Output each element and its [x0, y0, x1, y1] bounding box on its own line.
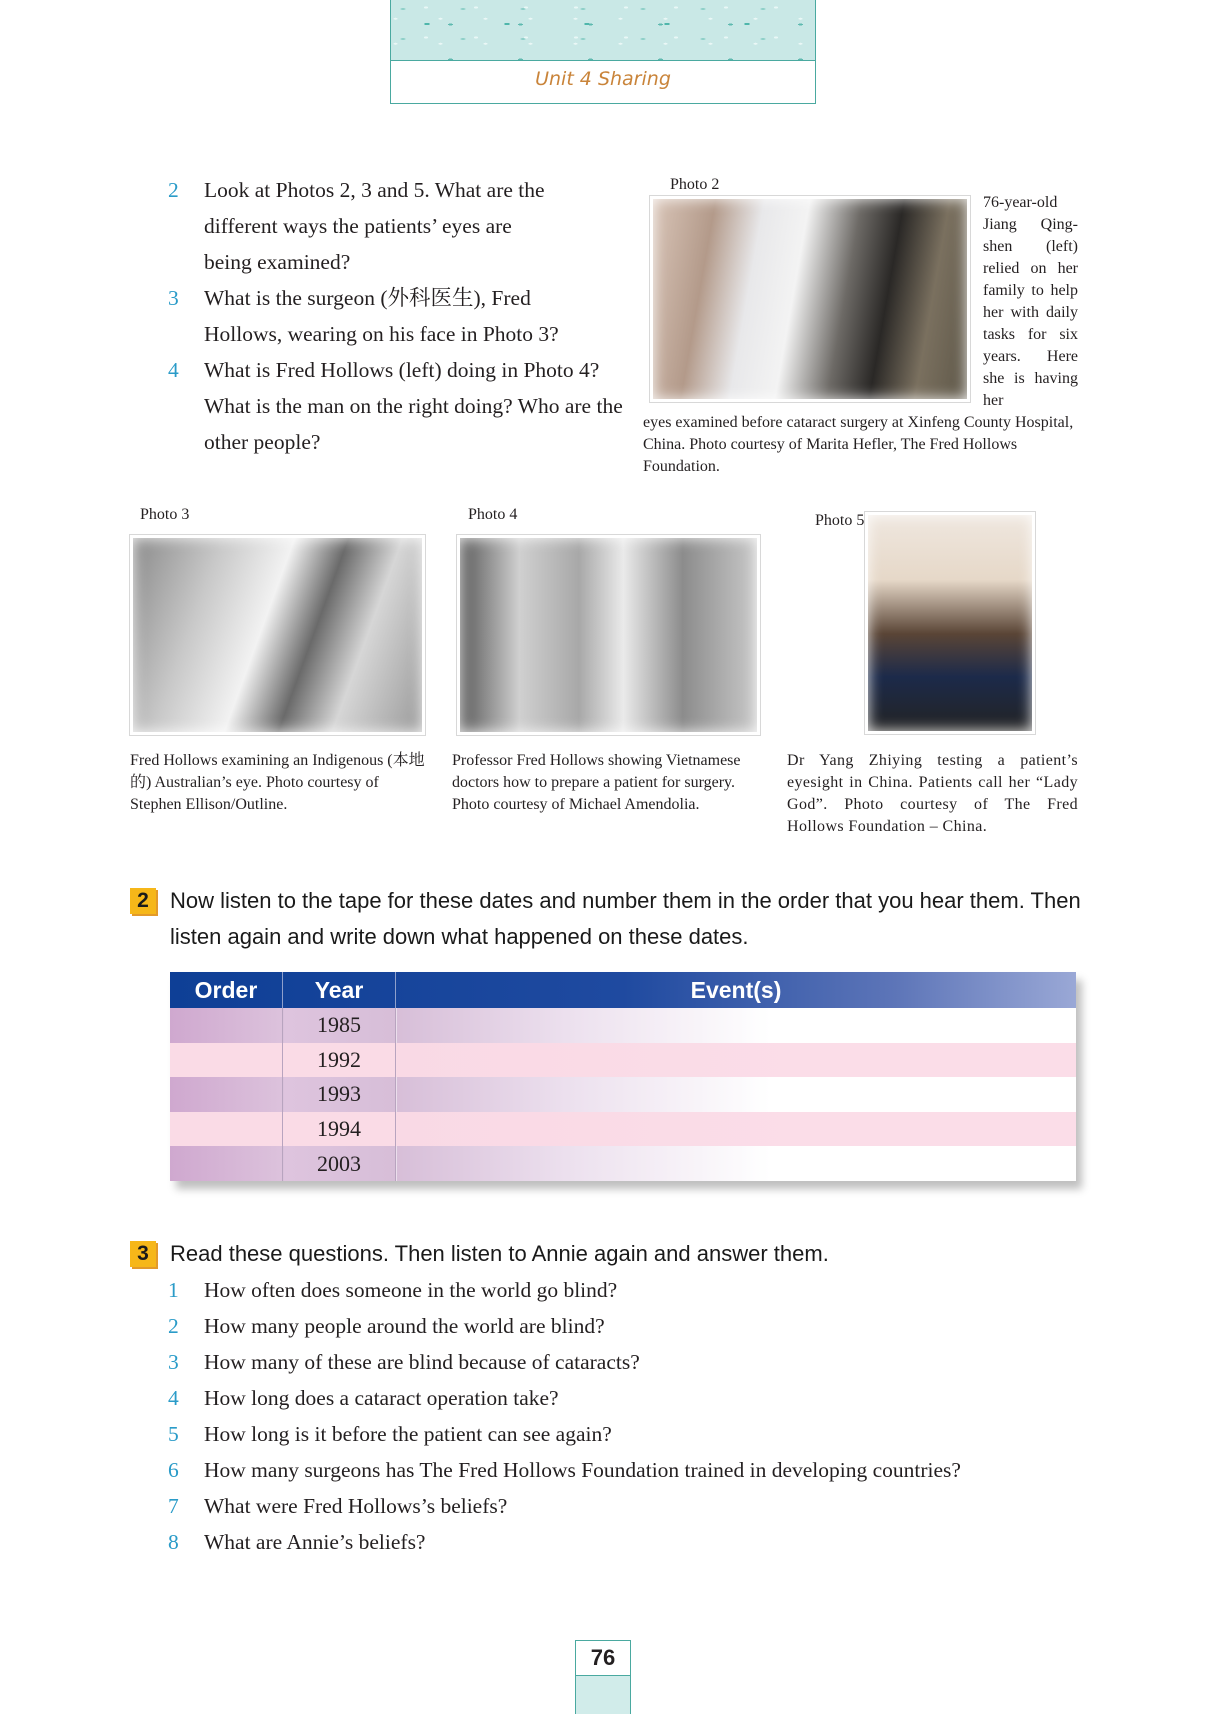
- dates-events-table: [170, 972, 1076, 1181]
- order-cell[interactable]: [170, 1112, 283, 1147]
- question-number: 4: [168, 1386, 179, 1410]
- section3-instruction: [130, 1236, 1090, 1272]
- header-decorative-pattern: [391, 0, 815, 61]
- photo5-image: [865, 512, 1035, 734]
- unit-header: [390, 0, 816, 104]
- photo3-image: [130, 535, 425, 735]
- photo2-caption-bottom: eyes examined before cataract surgery at Xinfeng County Hospital, China. Photo courtesy of Marita Hefler, The Fred Hollows Foundation.: [643, 414, 1074, 475]
- table-row: [170, 1008, 1076, 1043]
- question-text: Look at Photos 2, 3 and 5. What are the different ways the patients’ eyes are being examined?: [204, 178, 545, 274]
- question-item: [168, 1380, 1118, 1416]
- order-cell[interactable]: [170, 1008, 283, 1043]
- question-item: [168, 352, 648, 460]
- question-text: How often does someone in the world go blind?: [204, 1278, 618, 1302]
- page-number-tab: [575, 1640, 631, 1714]
- question-text: How many of these are blind because of cataracts?: [204, 1350, 640, 1374]
- unit-title: Unit 4 Sharing: [535, 68, 671, 90]
- section3-question-list: [168, 1272, 1118, 1560]
- question-number: 6: [168, 1458, 179, 1482]
- question-number: 7: [168, 1494, 179, 1518]
- question-number: 5: [168, 1422, 179, 1446]
- table-row: [170, 1077, 1076, 1112]
- column-header-events: Event(s): [396, 972, 1077, 1008]
- question-text: How many surgeons has The Fred Hollows Foundation trained in developing countries?: [204, 1458, 961, 1482]
- event-cell[interactable]: [396, 1043, 1077, 1078]
- question-number: 8: [168, 1530, 179, 1554]
- section2-instruction-text: Now listen to the tape for these dates and number them in the order that you hear them. Then listen again and write down what happened on these dates.: [170, 888, 1081, 949]
- year-cell: 1992: [283, 1043, 396, 1078]
- question-text: How many people around the world are blind?: [204, 1314, 605, 1338]
- year-cell: 1985: [283, 1008, 396, 1043]
- column-header-order: Order: [194, 976, 258, 1003]
- year-cell: 1994: [283, 1112, 396, 1147]
- photo2-caption-side: 76-year-old Jiang Qing-shen (left) relied on her family to help her with daily tasks for six years. Here she is having her: [983, 194, 1078, 409]
- question-item: [168, 172, 648, 280]
- question-text: How long does a cataract operation take?: [204, 1386, 559, 1410]
- question-number: 2: [168, 1314, 179, 1338]
- question-item: [168, 1416, 1118, 1452]
- question-text: How long is it before the patient can see again?: [204, 1422, 612, 1446]
- question-item: [168, 1452, 1118, 1488]
- table-row: [170, 1043, 1076, 1078]
- table-header-row: [170, 972, 1076, 1008]
- question-number: 2: [168, 178, 179, 202]
- photo2-image: [650, 196, 970, 402]
- question-item: [168, 1524, 1118, 1560]
- section2-instruction: [130, 883, 1090, 955]
- photo4-label: Photo 4: [468, 506, 518, 523]
- photo3-caption: Fred Hollows examining an Indigenous (本地的) Australian’s eye. Photo courtesy of Stephen Ellison/Outline.: [130, 752, 425, 813]
- photo5-label: Photo 5: [815, 512, 865, 529]
- photo4-caption: Professor Fred Hollows showing Vietnamese doctors how to prepare a patient for surgery. Photo courtesy of Michael Amendolia.: [452, 752, 741, 813]
- question-text: What is Fred Hollows (left) doing in Photo 4? What is the man on the right doing? Who are the other people?: [204, 358, 623, 454]
- order-cell[interactable]: [170, 1146, 283, 1181]
- question-item: [168, 1488, 1118, 1524]
- photo3-label: Photo 3: [140, 506, 190, 523]
- event-cell[interactable]: [396, 1146, 1077, 1181]
- table-row: [170, 1112, 1076, 1147]
- section3-number-badge: 3: [130, 1241, 156, 1267]
- event-cell[interactable]: [396, 1077, 1077, 1112]
- question-number: 1: [168, 1278, 179, 1302]
- photo4-image: [457, 535, 760, 735]
- photo2-label: Photo 2: [670, 176, 720, 193]
- year-cell: 2003: [283, 1146, 396, 1181]
- section1-question-list: [168, 172, 648, 460]
- table-row: [170, 1146, 1076, 1181]
- question-item: [168, 1272, 1118, 1308]
- question-item: [168, 1344, 1118, 1380]
- order-cell[interactable]: [170, 1077, 283, 1112]
- year-cell: 1993: [283, 1077, 396, 1112]
- question-number: 4: [168, 358, 179, 382]
- question-item: [168, 1308, 1118, 1344]
- question-text: What are Annie’s beliefs?: [204, 1530, 426, 1554]
- order-cell[interactable]: [170, 1043, 283, 1078]
- page-number: 76: [576, 1641, 630, 1676]
- question-number: 3: [168, 286, 179, 310]
- question-text: What were Fred Hollows’s beliefs?: [204, 1494, 508, 1518]
- section2-number-badge: 2: [130, 888, 156, 914]
- question-text: What is the surgeon (外科医生), Fred Hollows, wearing on his face in Photo 3?: [204, 286, 559, 346]
- event-cell[interactable]: [396, 1008, 1077, 1043]
- column-header-year: Year: [283, 972, 396, 1008]
- section3-instruction-text: Read these questions. Then listen to Annie again and answer them.: [170, 1241, 829, 1266]
- photo5-caption: Dr Yang Zhiying testing a patient’s eyesight in China. Patients call her “Lady God”. Photo courtesy of The Fred Hollows Foundation – China.: [787, 752, 1078, 835]
- question-item: [168, 280, 648, 352]
- event-cell[interactable]: [396, 1112, 1077, 1147]
- question-number: 3: [168, 1350, 179, 1374]
